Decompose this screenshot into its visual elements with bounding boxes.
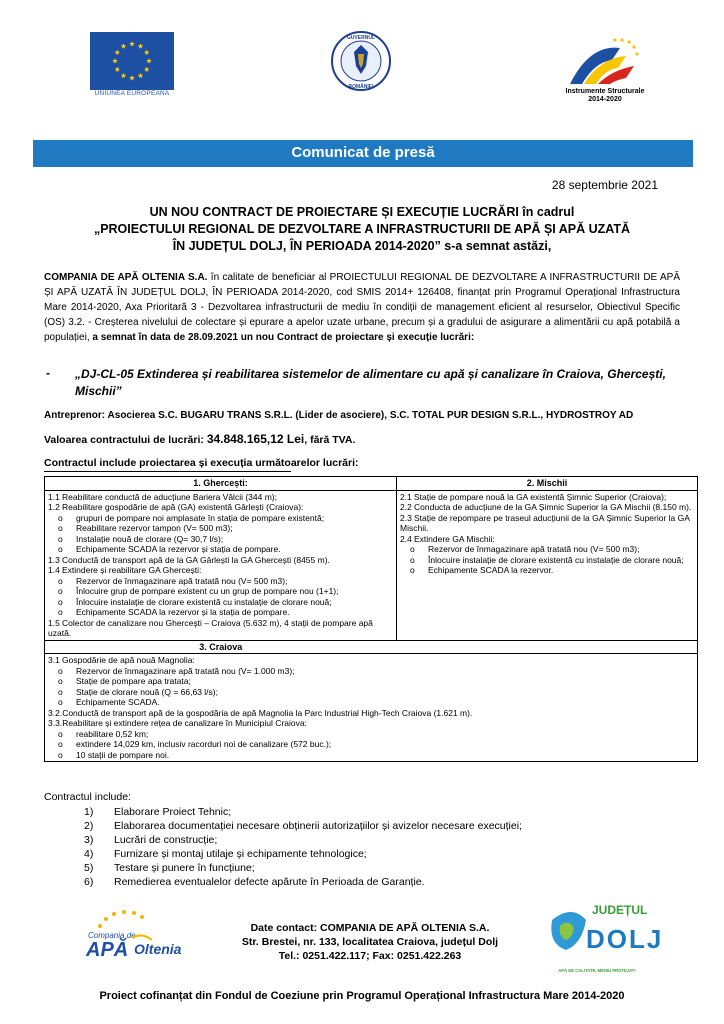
title-line1 [60,204,664,221]
item-number: 2) [84,820,94,832]
item-text: Reabilitare rezervor tampon (V= 500 m3); [76,523,233,533]
list-item [48,618,393,639]
bullet-icon: o [58,697,63,707]
item-text: Reabilitare gospodărie de apă (GA) existentă Gârlești (Craiova): [62,502,304,512]
item-text: Echipamente SCADA la rezervor și stația de pompare. [76,544,281,554]
is-caption-line1: Instrumente Structurale [565,88,645,95]
item-text: extindere 14,029 km, inclusiv racorduri noi de canalizare (572 buc.); [76,739,332,749]
list-subitem [48,534,393,545]
item-number: 1.1 [48,491,60,502]
title-line1-rest: în cadrul [518,205,575,219]
dolj-word1: JUDEȚUL [592,903,648,917]
project-name: „DJ-CL-05 Extinderea și reabilitarea sistemelor de alimentare cu apă și canalizare în Craiova, Ghercești, Mischii” [75,367,666,398]
cofinancing-footer: Proiect cofinanțat din Fondul de Coeziune prin Programul Operațional Infrastructura Mare 2014-2020 [99,990,625,1002]
title-line3: ÎN JUDEȚUL DOLJ, ÎN PERIOADA 2014-2020” s-a semnat astăzi, [172,239,552,253]
item-text: Conductă de transport apă de la gospodăria de apă Magnolia la Parc Industrial High-Tech Craiova (1.621 m). [62,707,473,718]
item-text: Testare și punere în funcțiune; [114,862,255,874]
contract-value-label: Valoarea contractului de lucrări: [44,434,207,446]
item-number: 5) [84,862,94,874]
table-header-row [45,477,698,491]
bullet-icon: o [58,728,63,739]
item-number: 3.2. [48,707,63,718]
list-item [84,875,522,889]
dolj-word2: DOLJ [586,924,664,954]
intro-text: în calitate de beneficiar al PROIECTULUI REGIONAL DE DEZVOLTARE A INFRASTRUCTURII DE APĂ ȘI APĂ UZATĂ ÎN JUDEȚUL DOLJ, ÎN PERIOADA 2014-2020, cod SMIS 2014+ 126408, finanțat prin Programul Operațional Infrastructura Mare 2014-2020, Axa Prioritară 3 - Dezvoltarea infrastructurii de mediu în condiții de management eficient al resurselor, Obiectivul Specific (OS) 3.2. - Creșterea nivelului de colectare și epurare a apelor uzate urbane, precum și a gradului de asigurare a alimentării cu apă potabilă a populației, [44,272,680,343]
list-subitem [48,513,393,524]
item-text: 10 stații de pompare noi. [76,749,170,760]
bullet-icon: o [410,544,415,554]
list-subitem [48,676,694,687]
table-row [45,490,698,640]
list-subitem [48,597,393,608]
list-item [48,502,393,513]
apa-word2: Oltenia [134,941,182,957]
list-subitem [48,687,694,698]
bullet-icon: o [58,512,63,523]
contract-includes-list [84,805,522,889]
list-item [84,819,522,833]
apa-word1: APĂ [86,939,129,961]
cell-ghercesti [45,490,397,640]
bullet-icon: o [58,665,63,676]
bullet-icon: o [58,749,63,760]
item-number: 1.2 [48,502,60,512]
title-underline [44,471,291,472]
item-text: Echipamente SCADA la rezervor și la stația de pompare. [76,607,290,617]
item-number: 6) [84,876,94,888]
bullet-icon: o [58,586,63,596]
eu-flag-logo [90,32,174,92]
bullet-icon: o [410,565,415,575]
item-text: Înlocuire instalație de clorare existentă cu instalație de clorare nouă; [428,554,684,565]
header-mischii: 2. Mischii [397,477,698,491]
bullet-icon: o [410,554,415,565]
list-item [84,805,522,819]
header-ghercesti: 1. Ghercești: [45,477,397,491]
item-text: Echipamente SCADA. [76,697,160,707]
contract-value-suffix: , fără TVA. [304,434,356,446]
bullet-icon: o [58,607,63,617]
works-includes-title: Contractul include proiectarea și execuția următoarelor lucrări: [44,457,359,469]
eu-caption: UNIUNEA EUROPEANĂ [94,90,170,97]
item-number: 1) [84,806,94,818]
list-subitem [48,750,694,761]
item-text: Extindere și reabilitare GA Ghercești: [62,565,202,575]
list-item [48,655,694,666]
list-item [48,555,393,566]
item-text: Stație de pompare nouă la GA existentă Șimnic Superior (Craiova); [414,491,667,502]
item-text: Elaborare Proiect Tehnic; [114,806,232,818]
list-item [400,534,694,545]
contact-phone: Tel.: 0251.422.117; Fax: 0251.422.263 [278,950,462,962]
list-item [48,718,694,729]
intro-signed-text: a semnat în data de 28.09.2021 un nou Contract de proiectare și execuție lucrări: [92,332,475,343]
list-subitem [400,544,694,555]
list-subitem [48,607,393,618]
list-subitem [48,544,393,555]
release-date: 28 septembrie 2021 [551,178,658,192]
item-text: Conducta de aducțiune de la GA Șimnic Superior la GA Mischii (8.150 m). [414,502,692,512]
list-item [48,492,393,503]
list-subitem [48,739,694,750]
bullet-icon: o [58,676,63,686]
contact-address: Str. Brestei, nr. 133, localitatea Craiova, județul Dolj [241,936,499,948]
cell-mischii [397,490,698,640]
bullet-icon: o [58,739,63,749]
item-text: Reabilitare și extindere rețea de canalizare în Municipiul Craiova: [62,718,307,728]
item-text: Instalație nouă de clorare (Q= 30,7 l/s); [76,533,224,544]
banner-title: Comunicat de presă [291,144,435,161]
contact-block [200,921,540,963]
list-subitem [400,565,694,576]
contract-includes-label: Contractul include: [44,791,131,803]
item-text: Rezervor de înmagazinare apă tratată nou (V= 500 m3); [76,575,288,586]
item-number: 2.4 [400,533,412,544]
item-text: grupuri de pompare noi amplasate în stația de pompare existentă; [76,512,325,523]
item-text: Stație de repompare pe traseul aducțiunii de la GA Șimnic Superior la GA Mischii. [400,512,690,533]
item-text: Remedierea eventualelor defecte apărute în Perioada de Garanție. [114,876,425,888]
header-craiova-filler [397,640,698,654]
list-item [400,502,694,513]
works-table [44,476,698,762]
item-number: 2.2 [400,502,412,512]
item-text: Furnizare și montaj utilaje și echipamente tehnologice; [114,848,367,860]
item-text: Lucrări de construcție; [114,834,218,846]
list-item [84,833,522,847]
bullet-icon: o [58,596,63,607]
item-text: Gospodărie de apă nouă Magnolia: [62,655,195,665]
item-number: 1.5 [48,617,60,628]
list-subitem [48,666,694,677]
list-subitem [48,586,393,597]
item-text: Colector de canalizare nou Ghercești – Craiova (5.632 m), 4 stații de pompare apă uzată. [48,617,373,638]
item-text: Conductă de transport apă de la GA Gârlești la GA Ghercești (8455 m). [62,554,330,565]
list-item [400,513,694,534]
contractor-label: Antreprenor: [44,410,108,421]
table-row [45,654,698,762]
item-number: 4) [84,848,94,860]
contact-line1: Date contact: COMPANIA DE APĂ OLTENIA S.A. [250,922,490,934]
item-text: Rezervor de înmagazinare apă tratată nou (V= 500 m3); [428,544,640,554]
contract-value-amount: 34.848.165,12 Lei [206,432,305,446]
contract-value-line [44,432,355,446]
judetul-dolj-logo [542,900,664,976]
list-subitem [48,729,694,740]
item-text: Stație de pompare apa tratata; [76,676,191,686]
item-text: Elaborarea documentației necesare obținerii autorizațiilor și avizelor necesare execuției; [114,820,522,832]
instrumente-structurale-caption [545,88,665,104]
item-number: 3) [84,834,94,846]
bullet-icon: o [58,686,63,697]
list-item [48,565,393,576]
list-subitem [48,523,393,534]
company-name: COMPANIA DE APĂ OLTENIA S.A. [44,272,208,283]
apa-line1: Compania de [88,931,136,940]
dolj-tagline: APĂ DE CALITATE, MEDIU PROTEJAT! [558,968,636,973]
is-caption-line2: 2014-2020 [588,96,622,103]
item-text: Stație de clorare nouă (Q = 66,63 l/s); [76,686,218,697]
project-dash: - [46,366,50,380]
title-line1-bold: UN NOU CONTRACT DE PROIECTARE ȘI EXECUȚIE LUCRĂRI [149,205,519,219]
list-item [400,492,694,503]
bullet-icon: o [58,533,63,544]
item-text: Reabilitare conductă de aducțiune Bariera Vâlcii (344 m); [62,491,277,502]
item-text: Echipamente SCADA la rezervor. [428,565,554,575]
item-number: 3.1 [48,655,60,665]
table-header-row-craiova [45,640,698,654]
item-number: 1.3 [48,554,60,565]
apa-oltenia-logo [84,908,198,964]
bullet-icon: o [58,523,63,533]
government-seal-logo [330,30,392,92]
contractor-text: Asocierea S.C. BUGARU TRANS S.R.L. (Lider de asociere), S.C. TOTAL PUR DESIGN S.R.L., HYDROSTROY AD [107,410,634,421]
item-number: 3.3. [48,718,63,728]
release-title [60,204,664,255]
bullet-icon: o [58,544,63,554]
list-subitem [48,697,694,708]
item-text: reabilitare 0,52 km; [76,728,149,739]
item-text: Înlocuire instalație de clorare existentă cu instalație de clorare nouă; [76,596,332,607]
list-subitem [48,576,393,587]
item-text: Extindere GA Mischii: [414,533,495,544]
item-text: Înlocuire grup de pompare existent cu un grup de pompare nou (1+1); [76,586,339,596]
cell-craiova [45,654,698,762]
list-item [48,708,694,719]
svg-text:ROMÂNIEI: ROMÂNIEI [348,84,374,90]
item-text: Rezervor de înmagazinare apă tratată nou (V= 1.000 m3); [76,665,295,676]
instrumente-structurale-logo [560,34,654,90]
contractor-line [44,410,633,421]
intro-paragraph [44,270,680,345]
bullet-icon: o [58,575,63,586]
header-craiova: 3. Craiova [45,640,397,654]
item-number: 2.1 [400,491,412,502]
list-subitem [400,555,694,566]
title-line2: „PROIECTULUI REGIONAL DE DEZVOLTARE A INFRASTRUCTURII DE APĂ ȘI APĂ UZATĂ [93,222,631,236]
list-item [84,861,522,875]
list-item [84,847,522,861]
item-number: 2.3 [400,512,412,523]
item-number: 1.4 [48,565,60,575]
svg-text:GUVERNUL: GUVERNUL [346,35,376,41]
